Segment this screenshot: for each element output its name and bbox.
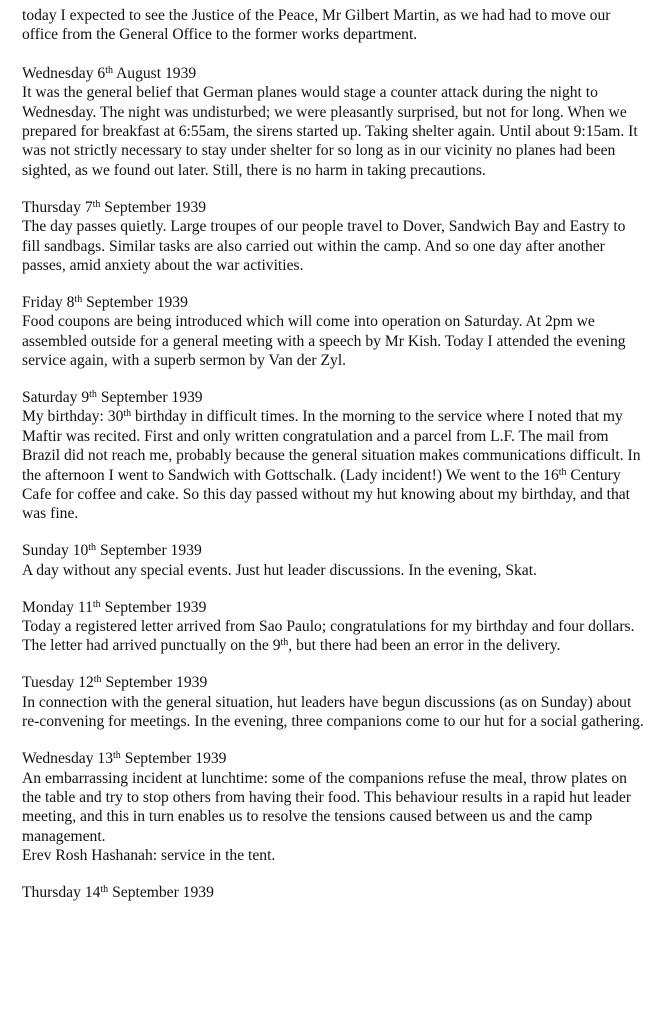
entry-date-heading <box>22 293 644 312</box>
entry-month-year: September 1939 <box>105 674 208 692</box>
entry-paragraph: The day passes quietly. Large troupes of our people travel to Dover, Sandwich Bay and Eastry to fill sandbags. Similar tasks are also carried out within the camp. And so one day after another passes, amid anxiety about the war activities. <box>22 218 626 274</box>
entry-month-year: September 1939 <box>124 750 227 768</box>
entry-month-year: September 1939 <box>104 598 207 616</box>
entry-paragraph: In connection with the general situation, hut leaders have begun discussions (as on Sunday) about re-convening for meetings. In the evening, three companions come to our hut for a social gathering. <box>22 693 644 731</box>
diary-entry <box>22 883 644 902</box>
diary-entry <box>22 598 644 656</box>
entry-body <box>22 561 644 580</box>
entry-day-suffix: th <box>100 884 109 896</box>
entry-day-suffix: th <box>89 389 97 400</box>
diary-entry <box>22 541 644 580</box>
entry-paragraph: My birthday: 30th birthday in difficult times. In the morning to the service where I noted that my Maftir was recited. First and only written congratulation and a parcel from L.F. The mail from Brazil did not reach me, probably because the general situation makes communications difficult. In the afternoon I went to Sandwich with Gottschalk. (Lady incident!) We went to the 16th Century Cafe for coffee and cake. So this day passed without my hut knowing about my birthday, and that was fine. <box>22 408 641 523</box>
intro-paragraph: today I expected to see the Justice of the Peace, Mr Gilbert Martin, as we had had to move our office from the General Office to the former works department. <box>22 7 611 44</box>
entry-month-year: September 1939 <box>86 293 188 311</box>
entry-body <box>22 407 644 523</box>
entry-weekday: Thursday <box>22 198 81 216</box>
entry-day-suffix: th <box>74 293 83 305</box>
entry-date-heading <box>22 388 644 407</box>
entry-weekday: Wednesday <box>22 64 94 82</box>
entry-date-heading <box>22 198 644 217</box>
entry-day: 10 <box>72 542 89 560</box>
entry-weekday: Monday <box>22 598 74 616</box>
entry-weekday: Friday <box>22 293 63 311</box>
entry-day-suffix: th <box>93 674 102 686</box>
entry-day: 12 <box>78 674 94 692</box>
diary-entries <box>22 64 644 903</box>
diary-entry <box>22 198 644 276</box>
entry-paragraph: Food coupons are being introduced which will come into operation on Saturday. At 2pm we assembled outside for a general meeting with a speech by Mr Kish. Today I attended the evening service again, with a superb sermon by Van der Zyl. <box>22 313 626 370</box>
diary-entry <box>22 64 644 180</box>
entry-date-heading <box>22 598 644 617</box>
entry-day-suffix: th <box>92 598 101 610</box>
diary-entry <box>22 673 644 731</box>
entry-day-suffix: th <box>113 750 121 762</box>
entry-body <box>22 617 644 656</box>
entry-day-suffix: th <box>92 198 101 210</box>
entry-paragraph: Today a registered letter arrived from Sao Paulo; congratulations for my birthday and four dollars. The letter had arrived punctually on the 9th, but there had been an error in the delivery. <box>22 618 635 655</box>
entry-day: 13 <box>97 750 113 768</box>
entry-paragraph: It was the general belief that German planes would stage a counter attack during the night to Wednesday. The night was undisturbed; we were pleasantly surprised, but not for long. When we prepared for breakfast at 6:55am, the sirens started up. Taking shelter again. Until about 9:15am. It was not strictly necessary to stay under shelter for so long as in our vicinity no planes had been sighted, as we found out later. Still, there is no harm in taking precautions. <box>22 84 638 179</box>
entry-month-year: September 1939 <box>99 542 202 560</box>
entry-day-suffix: th <box>105 64 113 76</box>
diary-entry <box>22 749 644 865</box>
entry-body <box>22 83 644 180</box>
entry-month-year: August 1939 <box>116 64 197 82</box>
entry-body <box>22 769 644 866</box>
entry-day: 11 <box>77 598 93 616</box>
entry-date-heading <box>22 541 644 560</box>
entry-weekday: Sunday <box>22 542 69 560</box>
entry-weekday: Wednesday <box>22 750 94 768</box>
entry-paragraph: An embarrassing incident at lunchtime: some of the companions refuse the meal, throw plates on the table and try to stop others from having their food. This behaviour results in a rapid hut leader meeting, and this in turn enables us to resolve the tensions caused between us and the camp management. <box>22 769 632 845</box>
entry-date-heading <box>22 749 644 768</box>
diary-entry <box>22 388 644 524</box>
entry-date-heading <box>22 883 644 902</box>
entry-day: 9 <box>81 389 90 406</box>
diary-entry <box>22 293 644 371</box>
entry-paragraph: Erev Rosh Hashanah: service in the tent. <box>22 847 276 865</box>
entry-day: 8 <box>66 293 75 311</box>
entry-weekday: Saturday <box>22 389 78 406</box>
entry-body <box>22 312 644 370</box>
entry-month-year: September 1939 <box>104 198 207 216</box>
entry-date-heading <box>22 673 644 692</box>
entry-day: 14 <box>84 884 101 902</box>
entry-body <box>22 217 644 275</box>
entry-day: 7 <box>84 198 93 216</box>
entry-date-heading <box>22 64 644 83</box>
entry-month-year: September 1939 <box>112 884 214 902</box>
entry-paragraph: A day without any special events. Just hut leader discussions. In the evening, Skat. <box>22 561 537 579</box>
entry-month-year: September 1939 <box>100 389 203 406</box>
entry-body <box>22 693 644 732</box>
entry-weekday: Thursday <box>22 884 81 902</box>
entry-day: 6 <box>97 64 106 82</box>
entry-day-suffix: th <box>88 542 97 554</box>
diary-page <box>22 6 644 920</box>
entry-weekday: Tuesday <box>22 674 75 692</box>
